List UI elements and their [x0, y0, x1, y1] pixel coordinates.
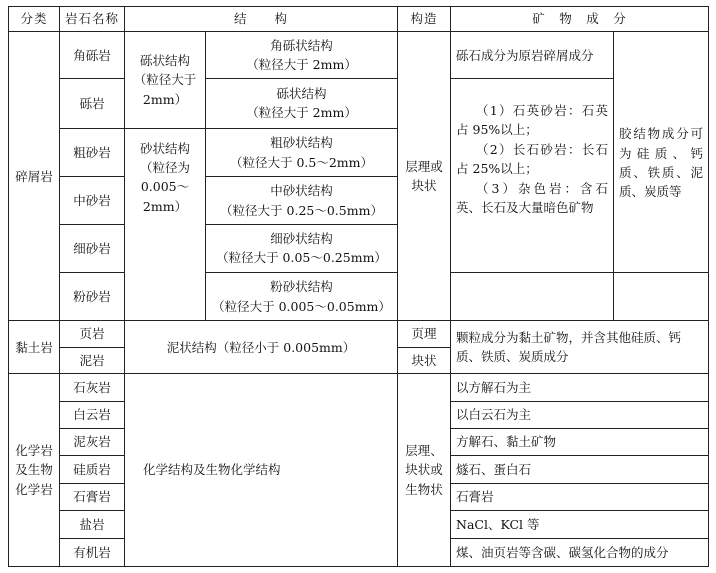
header-composition: 矿 物 成 分	[451, 7, 709, 32]
structure-detail	[206, 79, 398, 129]
table-row	[9, 374, 709, 401]
sand-structure-line: 2mm）	[142, 198, 188, 214]
structure-detail-size: （粒径大于 2mm）	[246, 105, 357, 121]
structure-detail	[206, 177, 398, 225]
header-texture: 构造	[398, 7, 451, 32]
structure-detail-size: （粒径大于 2mm）	[246, 57, 357, 73]
texture-line: 生物状	[405, 481, 443, 497]
table-row	[9, 272, 709, 321]
rock-name: 角砾岩	[60, 32, 125, 79]
rock-name: 硅质岩	[60, 456, 125, 483]
composition-item: （1）石英砂岩：石英占 95%以上；	[456, 103, 609, 138]
structure-detail-name: 砾状结构	[276, 85, 327, 101]
gravel-composition: 砾石成分为原岩碎屑成分	[451, 32, 614, 79]
structure-detail-name: 角砾状结构	[270, 37, 333, 53]
chemical-texture	[398, 374, 451, 567]
texture-line: 块状或	[405, 462, 443, 478]
gravel-structure-line: 砾状结构	[139, 52, 190, 68]
texture-line: 层理、	[405, 443, 443, 459]
structure-detail-name: 粗砂状结构	[270, 135, 333, 151]
rock-name: 细砂岩	[60, 225, 125, 273]
table-row	[9, 321, 709, 347]
sand-structure-line: （粒径为	[139, 160, 190, 176]
gravel-structure-line: （粒径大于	[133, 72, 197, 88]
empty-cement	[614, 272, 709, 321]
structure-detail	[206, 225, 398, 273]
texture-line: 层理或	[405, 159, 443, 175]
structure-detail-name: 中砂状结构	[270, 183, 333, 199]
structure-detail-name: 细砂状结构	[270, 231, 333, 247]
sand-composition	[451, 79, 614, 273]
gravel-structure-line: 2mm）	[142, 91, 188, 107]
table-row	[9, 79, 709, 129]
table-row	[9, 32, 709, 79]
chemical-composition: 石膏岩	[451, 483, 709, 510]
empty-composition	[451, 272, 614, 321]
header-row	[9, 7, 709, 32]
structure-detail	[206, 32, 398, 79]
clay-structure: 泥状结构（粒径小于 0.005mm）	[125, 321, 398, 374]
rock-name: 白云岩	[60, 401, 125, 428]
structure-detail	[206, 128, 398, 177]
rock-name: 石膏岩	[60, 483, 125, 510]
header-structure: 结 构	[125, 7, 398, 32]
clay-texture: 页理	[398, 321, 451, 347]
chemical-composition: 以方解石为主	[451, 374, 709, 401]
structure-detail	[206, 272, 398, 321]
chemical-composition: 以白云石为主	[451, 401, 709, 428]
structure-detail-size: （粒径大于 0.05～0.25mm）	[216, 250, 387, 266]
rock-name: 粉砂岩	[60, 272, 125, 321]
clay-texture: 块状	[398, 347, 451, 373]
category-chemical	[9, 374, 60, 567]
clay-composition: 颗粒成分为黏土矿物，并含其他硅质、钙质、铁质、炭质成分	[451, 321, 709, 374]
composition-item: （2）长石砂岩：长石占 25%以上；	[456, 141, 609, 177]
rock-name: 砾岩	[60, 79, 125, 129]
rock-name: 页岩	[60, 321, 125, 347]
rock-name: 泥岩	[60, 347, 125, 373]
chemical-structure: 化学结构及生物化学结构	[125, 374, 398, 567]
texture-line: 块状	[411, 178, 437, 194]
clastic-texture	[398, 32, 451, 321]
gravel-structure	[125, 32, 206, 128]
chemical-composition: 煤、油页岩等含碳、碳氢化合物的成分	[451, 538, 709, 566]
sand-structure-line: 砂状结构	[139, 140, 190, 156]
rock-name: 盐岩	[60, 511, 125, 538]
rock-name: 泥灰岩	[60, 428, 125, 455]
chemical-composition: 燧石、蛋白石	[451, 456, 709, 483]
structure-detail-size: （粒径大于 0.005～0.05mm）	[212, 298, 391, 314]
rock-name: 石灰岩	[60, 374, 125, 401]
sand-structure-line: 0.005～	[140, 179, 190, 195]
category-clastic: 碎屑岩	[9, 32, 60, 321]
cement-composition: 胶结物成分可为硅质、钙质、铁质、泥质、炭质等	[614, 32, 709, 272]
chemical-composition: 方解石、黏土矿物	[451, 428, 709, 455]
sand-structure	[125, 128, 206, 321]
rock-name: 有机岩	[60, 538, 125, 566]
category-line: 化学岩	[15, 481, 53, 497]
rock-classification-table	[8, 6, 709, 567]
category-line: 化学岩	[15, 443, 53, 459]
structure-detail-size: （粒径大于 0.25～0.5mm）	[220, 202, 383, 218]
header-rock-name: 岩石名称	[60, 7, 125, 32]
composition-item: （3）杂色岩：含石英、长石及大量暗色矿物	[456, 180, 609, 215]
header-category: 分类	[9, 7, 60, 32]
category-line: 及生物	[15, 462, 53, 478]
structure-detail-name: 粉砂状结构	[270, 279, 333, 295]
rock-name: 中砂岩	[60, 177, 125, 225]
structure-detail-size: （粒径大于 0.5～2mm）	[230, 154, 374, 170]
chemical-composition: NaCl、KCl 等	[451, 511, 709, 538]
rock-name: 粗砂岩	[60, 128, 125, 177]
category-clay: 黏土岩	[9, 321, 60, 374]
